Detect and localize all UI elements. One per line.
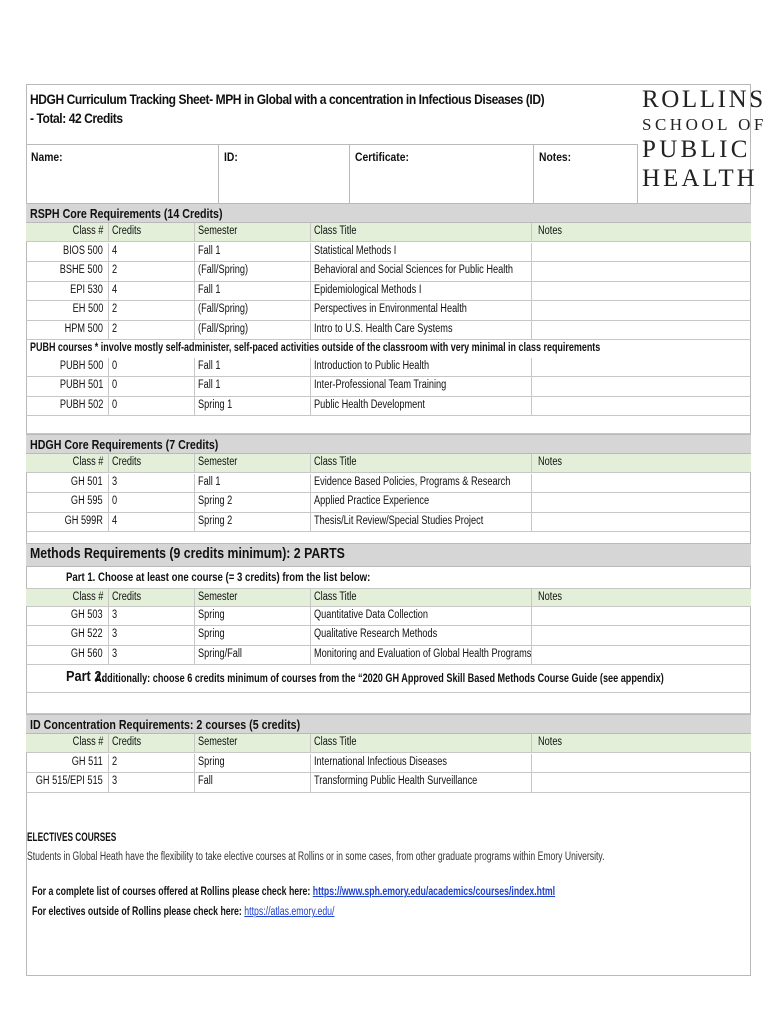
semester-cell: Spring (198, 628, 225, 641)
table-header-row: Class # Credits Semester Class Title Notes (26, 588, 751, 607)
atlas-link[interactable]: https://atlas.emory.edu/ (244, 906, 335, 918)
notes-field[interactable]: Notes: (534, 145, 638, 203)
credits-cell: 3 (112, 476, 118, 488)
semester-cell: Fall 1 (198, 360, 221, 372)
class-title-cell: International Infectious Diseases (314, 756, 447, 768)
class-number-cell: BIOS 500 (63, 245, 103, 257)
class-number-cell: GH 501 (71, 476, 103, 488)
credits-cell: 2 (112, 303, 118, 316)
class-title-cell: Evidence Based Policies, Programs & Research (314, 476, 511, 488)
class-title-cell: Applied Practice Experience (314, 495, 430, 508)
table-row (26, 513, 751, 532)
class-number-cell: GH 522 (71, 628, 103, 641)
class-title-cell: Inter-Professional Team Training (314, 379, 447, 392)
class-title-cell: Introduction to Public Health (314, 360, 430, 372)
class-title-cell: Perspectives in Environmental Health (314, 303, 467, 316)
class-title-cell: Intro to U.S. Health Care Systems (314, 322, 453, 335)
semester-cell: Fall 1 (198, 476, 221, 488)
class-number-cell: PUBH 500 (59, 360, 103, 372)
page-title: HDGH Curriculum Tracking Sheet- MPH in Global with a concentration in Infectious Diseases (ID) - Total: 42 Credits (30, 91, 545, 126)
table-row (26, 301, 751, 320)
class-title-cell: Quantitative Data Collection (314, 609, 429, 621)
class-title-cell: Transforming Public Health Surveillance (314, 775, 478, 788)
class-title-cell: Thesis/Lit Review/Special Studies Project (314, 514, 484, 527)
class-number-cell: GH 515/EPI 515 (36, 775, 103, 788)
class-number-cell: EH 500 (72, 303, 103, 316)
credits-cell: 0 (112, 360, 118, 372)
class-title-cell: Monitoring and Evaluation of Global Health Programs (314, 647, 532, 660)
external-electives-label: For electives outside of Rollins please check here: (32, 906, 242, 918)
external-electives-line (32, 906, 334, 918)
semester-cell: Spring (198, 756, 225, 768)
table-row (26, 262, 751, 281)
class-number-cell: GH 503 (71, 609, 103, 621)
rollins-courses-link[interactable]: https://www.sph.emory.edu/academics/courses/index.html (312, 886, 556, 898)
class-number-cell: HPM 500 (64, 322, 103, 335)
class-number-cell: EPI 530 (70, 283, 103, 296)
table-row (26, 358, 751, 377)
class-number-cell: GH 595 (71, 495, 103, 508)
credits-cell: 4 (112, 283, 118, 296)
rollins-courses-line (32, 886, 555, 898)
class-number-cell: GH 560 (71, 647, 103, 660)
name-field[interactable]: Name: (26, 145, 219, 203)
credits-cell: 0 (112, 495, 118, 508)
id-field[interactable]: ID: (219, 145, 350, 203)
table-header-row: Class # Credits Semester Class Title Notes (26, 223, 751, 242)
rollins-courses-label: For a complete list of courses offered at Rollins please check here: (32, 886, 311, 898)
student-info-row (26, 144, 638, 202)
certificate-field[interactable]: Certificate: (350, 145, 534, 203)
semester-cell: Spring 2 (198, 495, 233, 508)
table-row (26, 607, 751, 626)
semester-cell: Spring 2 (198, 514, 233, 527)
class-number-cell: BSHE 500 (60, 264, 103, 277)
table-row (26, 321, 751, 340)
section-heading-hdgh: HDGH Core Requirements (7 Credits) (26, 434, 751, 454)
methods-part2 (66, 668, 664, 686)
table-row (26, 243, 751, 262)
spacer (26, 692, 751, 714)
semester-cell: (Fall/Spring) (198, 264, 249, 277)
class-title-cell: Behavioral and Social Sciences for Public Health (314, 264, 513, 277)
class-title-cell: Qualitative Research Methods (314, 628, 438, 641)
credits-cell: 2 (112, 322, 118, 335)
class-title-cell: Statistical Methods I (314, 245, 397, 257)
part2-label: Part 2. (66, 668, 105, 685)
semester-cell: Spring (198, 609, 225, 621)
class-number-cell: PUBH 502 (59, 398, 103, 411)
spacer (26, 416, 751, 434)
table-row (26, 282, 751, 301)
class-number-cell: GH 599R (64, 514, 103, 527)
semester-cell: Fall 1 (198, 379, 221, 392)
table-row (26, 397, 751, 416)
credits-cell: 3 (112, 775, 118, 788)
semester-cell: (Fall/Spring) (198, 303, 249, 316)
semester-cell: (Fall/Spring) (198, 322, 249, 335)
class-number-cell: GH 511 (71, 756, 103, 768)
section-heading-methods: Methods Requirements (9 credits minimum): 2 PARTS (26, 543, 751, 567)
class-title-cell: Epidemiological Methods I (314, 283, 422, 296)
section-heading-id-concentration: ID Concentration Requirements: 2 courses (5 credits) (26, 714, 751, 734)
semester-cell: Spring 1 (198, 398, 233, 411)
table-row (26, 754, 751, 773)
credits-cell: 4 (112, 245, 118, 257)
part2-text: Additionally: choose 6 credits minimum of courses from the “2020 GH Approved Skill Based Methods Course Guide (see appendix) (95, 671, 664, 685)
credits-cell: 4 (112, 514, 118, 527)
credits-cell: 3 (112, 628, 118, 641)
table-row (26, 474, 751, 493)
rollins-logo: ROLLINS SCHOOL OF PUBLIC HEALTH (642, 86, 767, 192)
methods-part1-label: Part 1. Choose at least one course (= 3 credits) from the list below: (66, 570, 371, 584)
table-header-row: Class # Credits Semester Class Title Notes (26, 454, 751, 473)
class-title-cell: Public Health Development (314, 398, 425, 411)
credits-cell: 2 (112, 756, 118, 768)
semester-cell: Spring/Fall (198, 647, 242, 660)
semester-cell: Fall (198, 775, 213, 788)
credits-cell: 0 (112, 398, 118, 411)
credits-cell: 3 (112, 647, 118, 660)
table-row (26, 773, 751, 792)
credits-cell: 3 (112, 609, 118, 621)
table-row (26, 377, 751, 396)
semester-cell: Fall 1 (198, 245, 221, 257)
electives-description: Students in Global Heath have the flexibility to take elective courses at Rollins or in some cases, from other graduate programs within Emory University. (27, 851, 605, 863)
table-header-row: Class # Credits Semester Class Title Notes (26, 734, 751, 753)
credits-cell: 0 (112, 379, 118, 392)
table-row (26, 626, 751, 645)
electives-heading: ELECTIVES COURSES (27, 832, 117, 844)
pubh-note: PUBH courses * involve mostly self-administer, self-paced activities outside of the classroom with very minimal in class requirements (30, 342, 601, 354)
section-heading-rsph: RSPH Core Requirements (14 Credits) (26, 203, 751, 223)
table-row (26, 493, 751, 512)
class-number-cell: PUBH 501 (59, 379, 103, 392)
semester-cell: Fall 1 (198, 283, 221, 296)
credits-cell: 2 (112, 264, 118, 277)
table-row (26, 646, 751, 665)
